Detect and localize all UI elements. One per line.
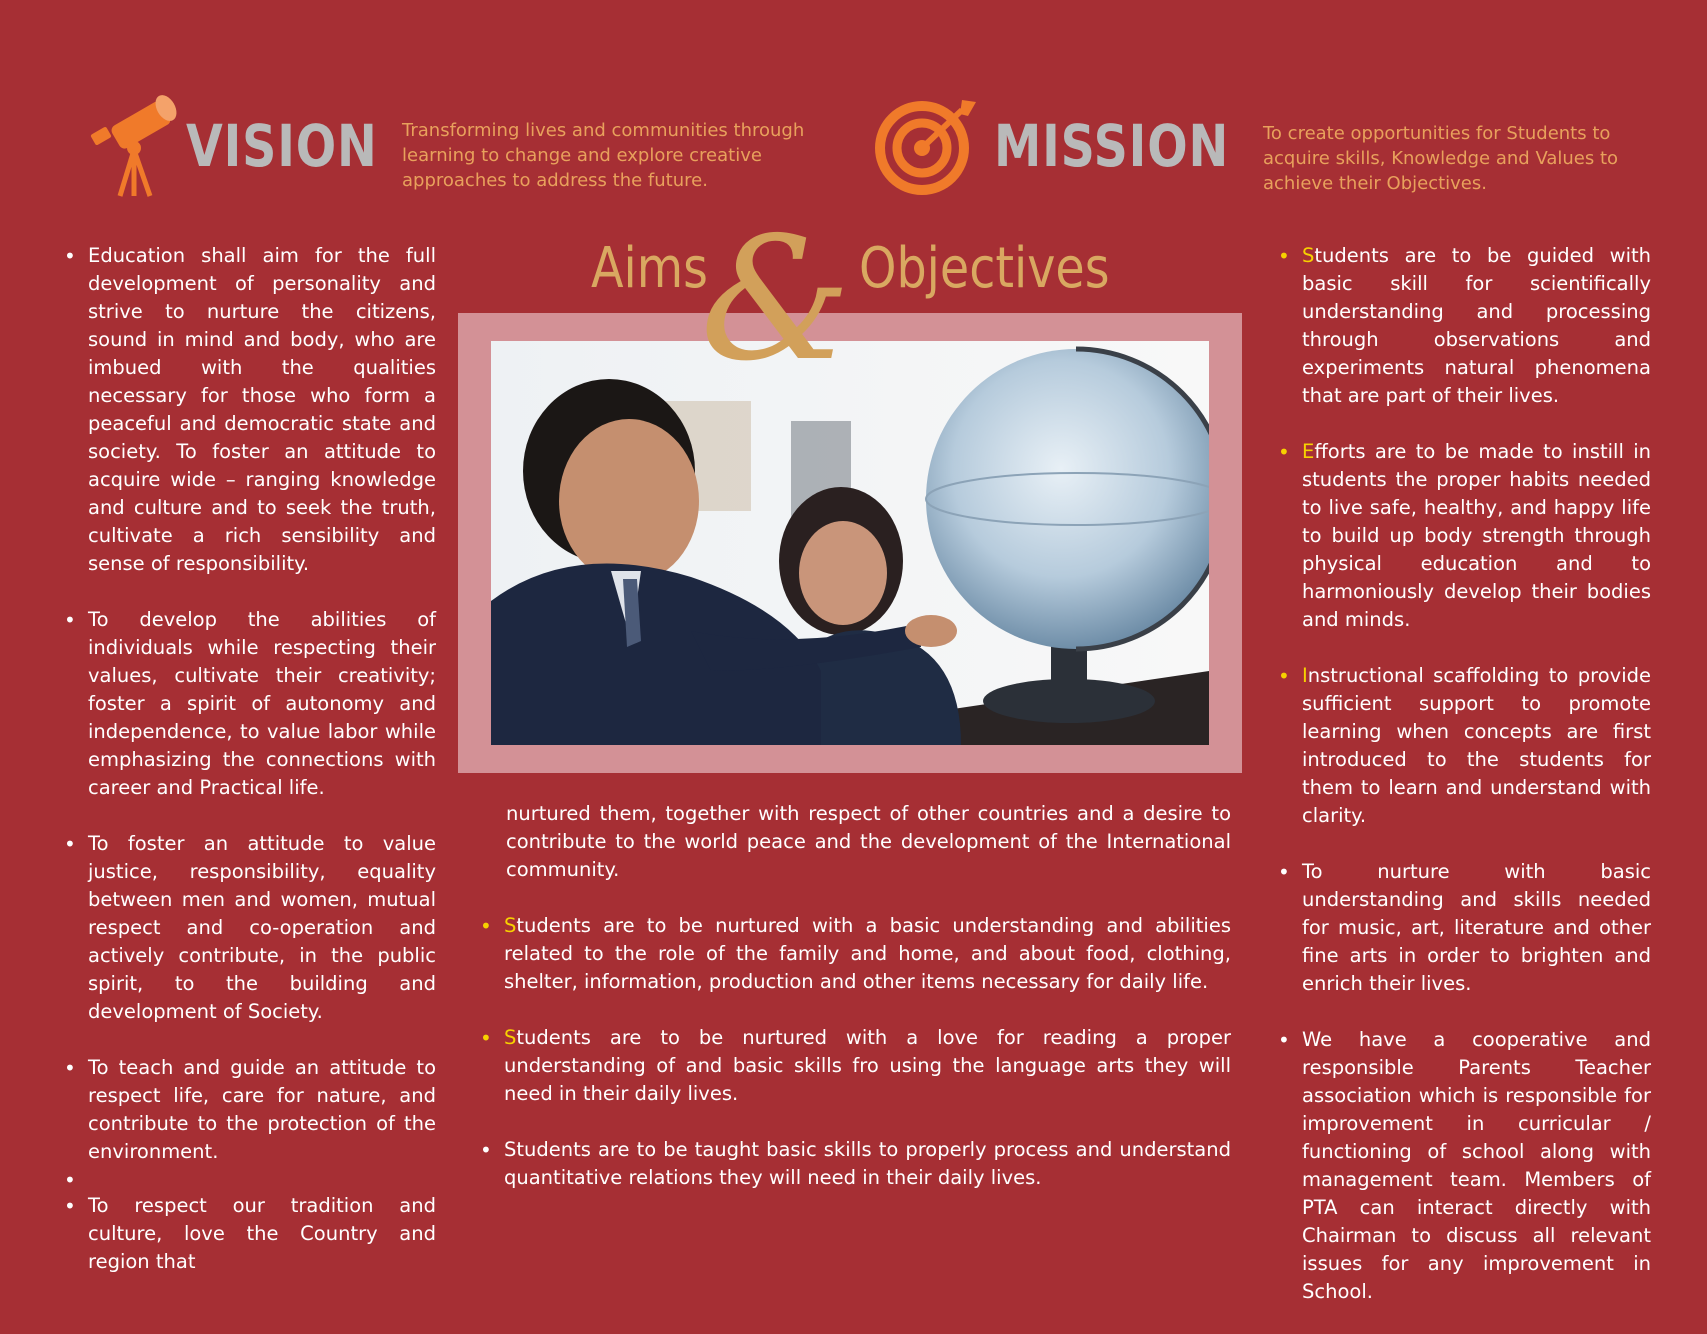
list-item: • Students are to be nurtured with a love for reading a proper understanding of and basic skills fro using the language arts they will need in their daily lives. <box>480 1026 1231 1105</box>
list-item: • To teach and guide an attitude to respect life, care for nature, and contribute to the protection of the environment. <box>64 1056 436 1163</box>
center-continuation: nurtured them, together with respect of other countries and a desire to contribute to the world peace and the development of the International community. <box>506 802 1231 881</box>
bullet-icon: • <box>64 608 76 632</box>
aims-title-right: Objectives <box>859 236 1110 301</box>
mission-title: MISSION <box>994 112 1230 180</box>
list-item: • Efforts are to be made to instill in students the proper habits needed to live safe, healthy, and happy life to build up body strength through physical education and to harmoniously develop their bodies and minds. <box>1278 440 1651 631</box>
vision-title: VISION <box>186 112 378 180</box>
bullet-icon: • <box>1278 664 1290 688</box>
aims-title-left: Aims <box>591 236 708 301</box>
bullet-icon: • <box>64 1194 76 1218</box>
left-bullet-list <box>60 242 436 1276</box>
list-item: • Education shall aim for the full development of personality and strive to nurture the citizens, sound in mind and body, who are imbued with the qualities necessary for those who form a peaceful and democratic state and society. To foster an attitude to acquire wide – ranging knowledge and culture and to seek the truth, cultivate a rich sensibility and sense of responsibility. <box>64 244 436 575</box>
list-item: • To respect our tradition and culture, love the Country and region that <box>64 1194 436 1273</box>
students-globe-photo <box>491 341 1209 745</box>
bullet-icon: • <box>1278 1028 1290 1052</box>
right-column <box>1274 242 1651 1334</box>
list-item: • We have a cooperative and responsible Parents Teacher association which is responsible for improvement in curricular / functioning of school along with management team. Members of PTA can interact directly with Chairman to discuss all relevant issues for any improvement in School. <box>1278 1028 1651 1303</box>
mission-text: To create opportunities for Students to acquire skills, Knowledge and Values to achieve their Objectives. <box>1263 123 1619 194</box>
bullet-icon: • <box>64 244 76 268</box>
bullet-icon: • <box>480 914 492 938</box>
list-item: • Students are to be taught basic skills to properly process and understand quantitative relations they will need in their daily lives. <box>480 1138 1231 1189</box>
bullet-icon: • <box>64 1168 76 1192</box>
list-item: • To develop the abilities of individuals while respecting their values, cultivate their creativity; foster a spirit of autonomy and independence, to value labor while emphasizing the connections with career and Practical life. <box>64 608 436 799</box>
list-item: • To foster an attitude to value justice, responsibility, equality between men and women, mutual respect and co-operation and actively contribute, in the public spirit, to the building and development of Society. <box>64 832 436 1023</box>
telescope-icon <box>90 90 186 200</box>
list-item: • Instructional scaffolding to provide sufficient support to promote learning when concepts are first introduced to the students for them to learn and understand with clarity. <box>1278 664 1651 827</box>
target-icon <box>870 92 980 196</box>
vision-text: Transforming lives and communities through learning to change and explore creative approaches to address the future. <box>402 120 805 191</box>
list-item: • Students are to be nurtured with a basic understanding and abilities related to the role of the family and home, and about food, clothing, shelter, information, production and other items necessary for daily life. <box>480 914 1231 993</box>
center-bullet-list <box>476 912 1231 1192</box>
right-bullet-list <box>1274 242 1651 1306</box>
list-item: • To nurture with basic understanding and skills needed for music, art, literature and other fine arts in order to brighten and enrich their lives. <box>1278 860 1651 995</box>
bullet-icon: • <box>1278 440 1290 464</box>
bullet-icon: • <box>64 1056 76 1080</box>
bullet-icon: • <box>1278 244 1290 268</box>
vision-block <box>90 88 850 198</box>
left-column <box>60 242 436 1304</box>
mission-block <box>870 88 1660 198</box>
bullet-icon: • <box>1278 860 1290 884</box>
list-item <box>60 1166 436 1192</box>
bullet-icon: • <box>480 1026 492 1050</box>
center-column <box>476 800 1231 1220</box>
bullet-icon: • <box>480 1138 492 1162</box>
ampersand: & <box>700 201 852 399</box>
bullet-icon: • <box>64 832 76 856</box>
list-item: • Students are to be guided with basic skill for scientifically understanding and processing through observations and experiments natural phenomena that are part of their lives. <box>1278 244 1651 407</box>
